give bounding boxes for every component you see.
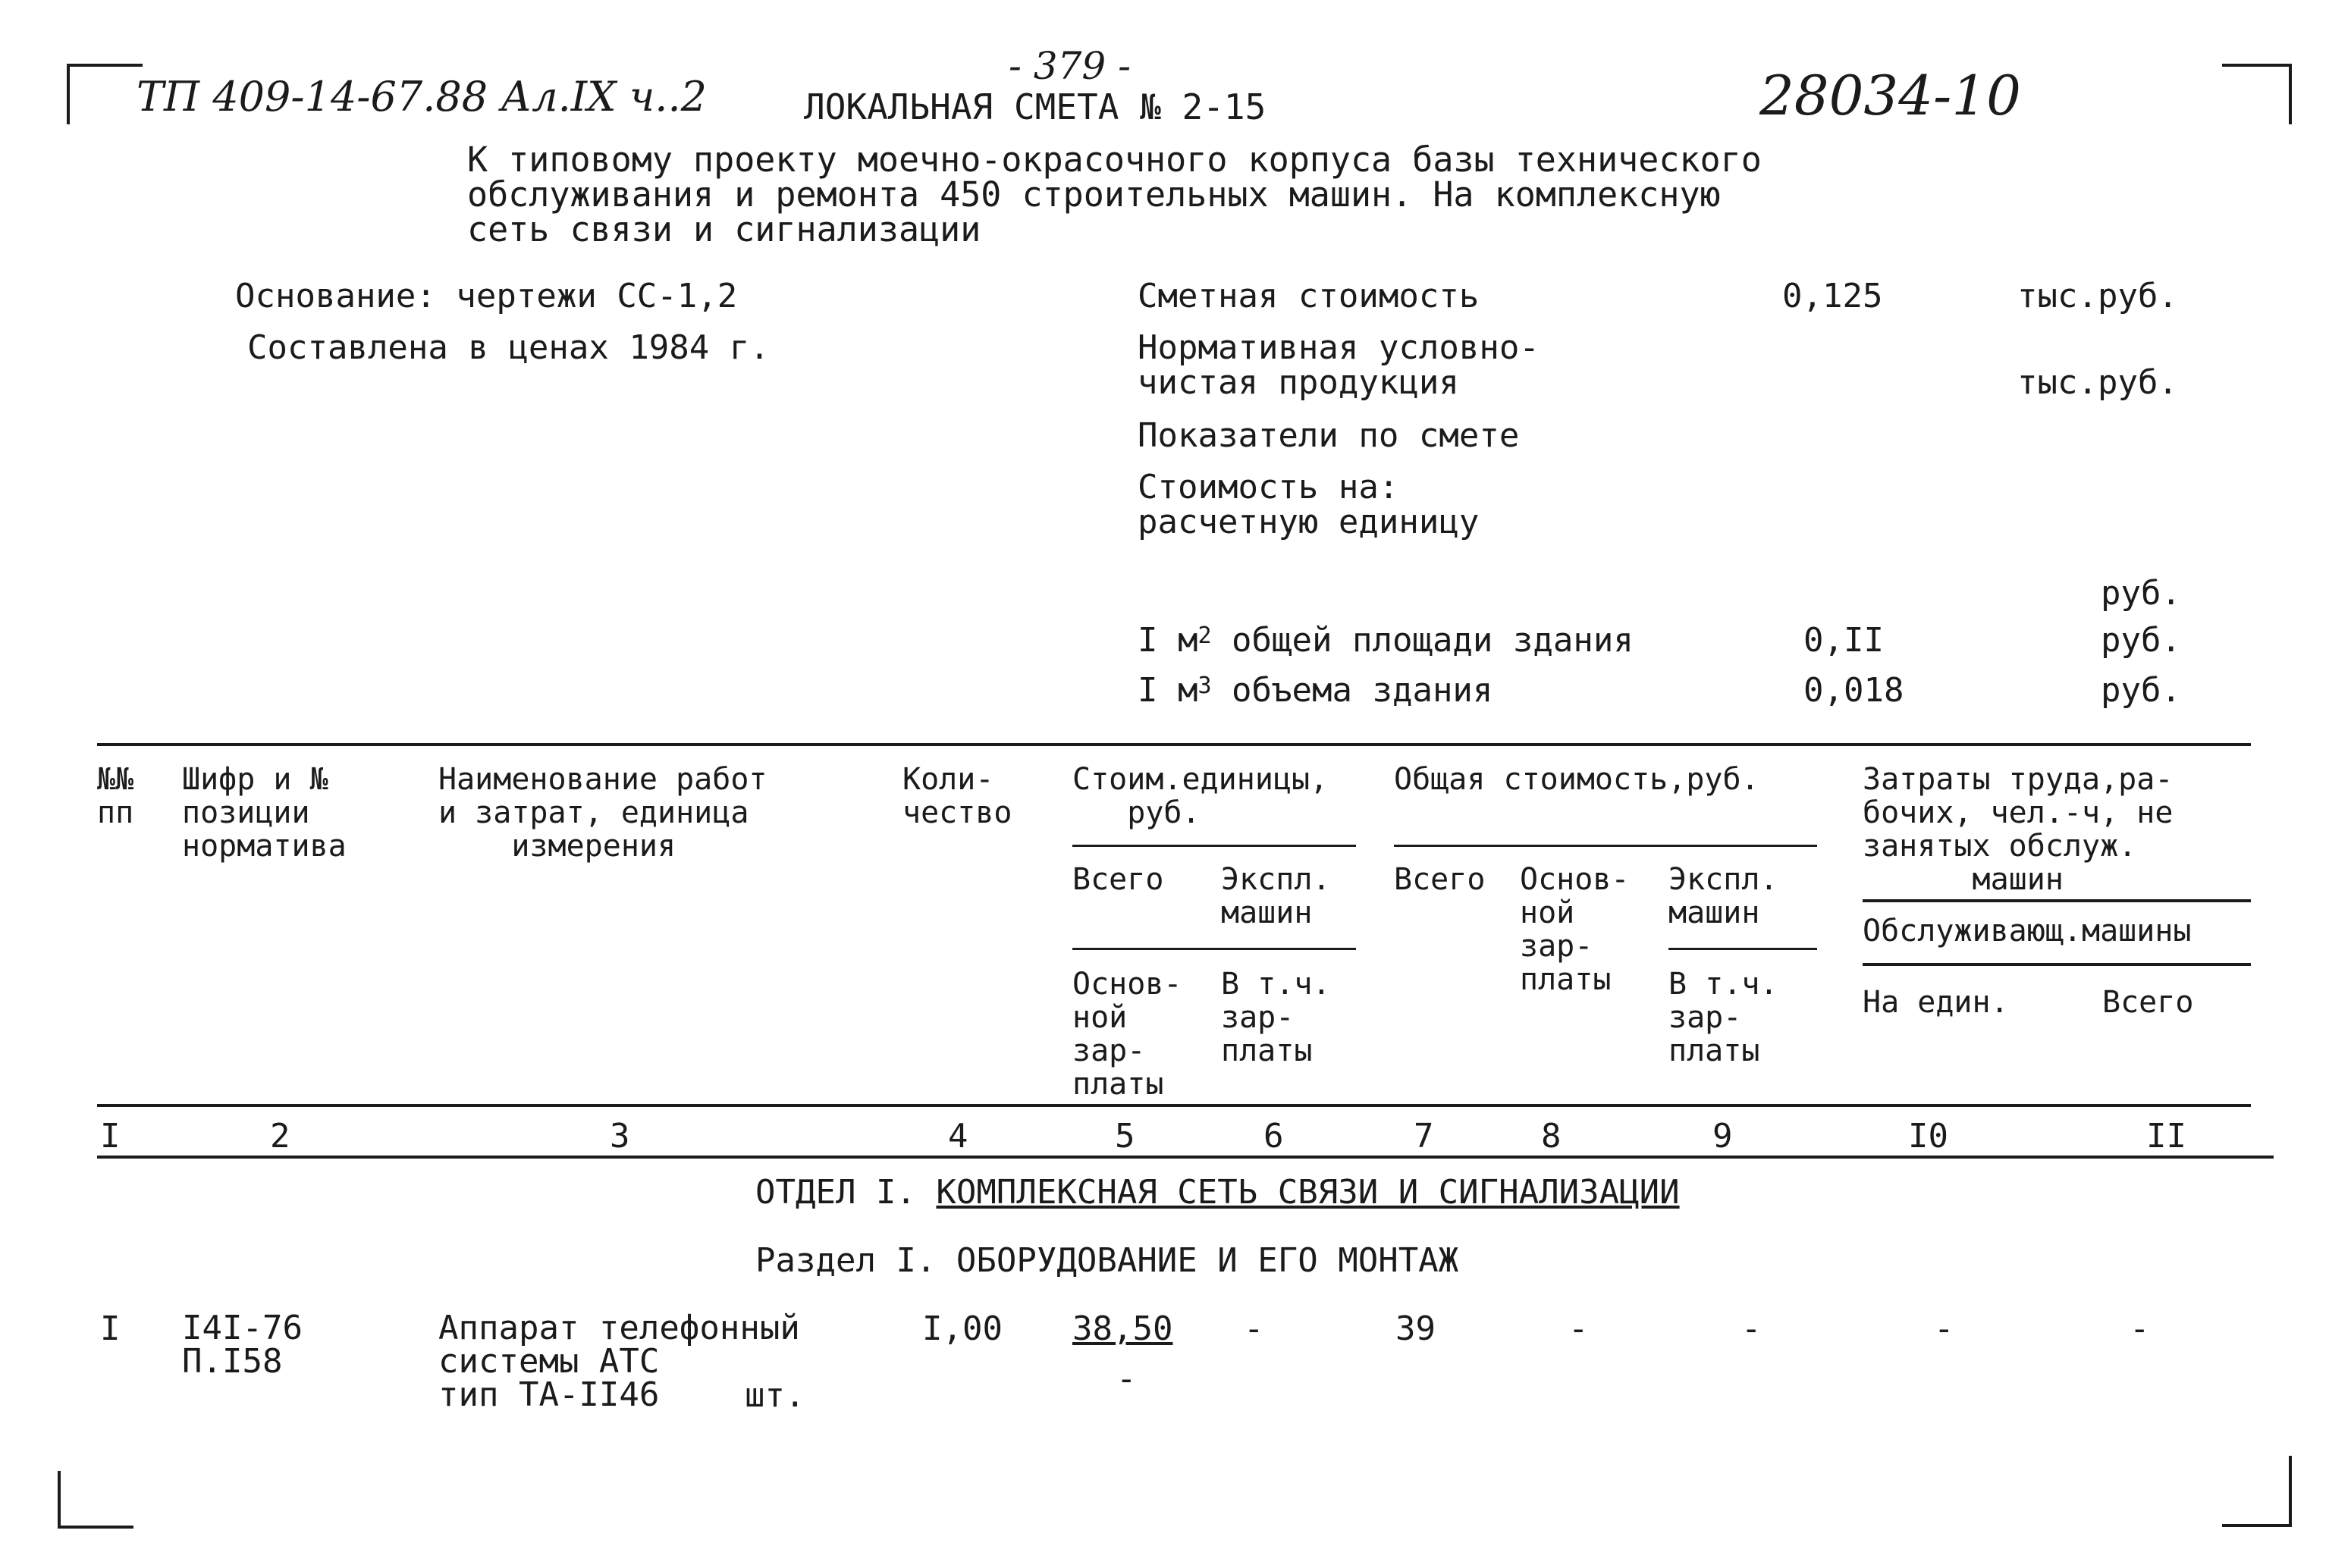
- header-quantity: Коли- чество: [902, 762, 1012, 830]
- volume-indicator-unit: руб.: [2101, 671, 2181, 710]
- section-otdel: [755, 1175, 1680, 1210]
- header-row-number: №№ пп: [97, 762, 134, 830]
- area-text: общей площади здания: [1211, 621, 1634, 660]
- corner-mark-top-right-v: [2289, 64, 2292, 124]
- col-number-7: 7: [1414, 1117, 1434, 1156]
- corner-mark-top-left-h: [67, 64, 143, 67]
- corner-mark-top-left-v: [67, 64, 70, 124]
- col-number-10: I0: [1908, 1117, 1948, 1156]
- col-number-3: 3: [610, 1117, 630, 1156]
- table-top-rule: [97, 743, 2251, 746]
- header-total-machines: Экспл. машин: [1668, 862, 1778, 930]
- header-per-unit: На един.: [1863, 985, 2009, 1020]
- header-total-incl-salary: В т.ч. зар- платы: [1668, 967, 1778, 1068]
- header-total-all: Всего: [1394, 862, 1486, 897]
- header-servicing-machines: Обслуживающ.машины: [1863, 914, 2192, 949]
- header-total-base-salary: Основ- ной зар- платы: [1520, 862, 1630, 997]
- otdel-title: КОМПЛЕКСНАЯ СЕТЬ СВЯЗИ И СИГНАЛИЗАЦИИ: [936, 1173, 1680, 1212]
- header-bottom-rule: [97, 1104, 2251, 1107]
- header-total-cost: Общая стоимость,руб.: [1394, 762, 1759, 797]
- volume-exponent: 3: [1197, 673, 1212, 699]
- volume-text: объема здания: [1211, 671, 1493, 710]
- row-unit: шт.: [745, 1376, 805, 1415]
- header-unit-machines: Экспл. машин: [1221, 862, 1331, 930]
- estimated-cost-unit: тыс.руб.: [2017, 277, 2178, 315]
- unit-cost-subrule: [1072, 845, 1356, 847]
- corner-mark-top-right-h: [2222, 64, 2292, 67]
- header-work-name: Наименование работ и затрат, единица измерения: [438, 762, 767, 864]
- page-number: - 379 -: [1009, 44, 1132, 88]
- row-total-machines: -: [1741, 1309, 1762, 1348]
- header-labor-costs: Затраты труда,ра- бочих, чел.-ч, не занятых обслуж. машин: [1863, 762, 2174, 897]
- volume-prefix: I м: [1138, 671, 1198, 710]
- col-number-2: 2: [270, 1117, 290, 1156]
- labor-subrule-1: [1863, 899, 2251, 902]
- column-numbers-rule: [97, 1156, 2274, 1159]
- area-prefix: I м: [1138, 621, 1198, 660]
- col-number-4: 4: [948, 1117, 968, 1156]
- otdel-prefix: ОТДЕЛ I.: [755, 1173, 937, 1212]
- total-cost-subrule: [1394, 845, 1817, 847]
- prices-text: Составлена в ценах 1984 г.: [247, 328, 770, 367]
- col-number-8: 8: [1541, 1117, 1562, 1156]
- corner-mark-bottom-left-v: [58, 1471, 61, 1529]
- document-title: ЛОКАЛЬНАЯ СМЕТА № 2-15: [804, 86, 1267, 127]
- row-unit-salary: -: [1116, 1359, 1137, 1398]
- normative-output-unit: тыс.руб.: [2017, 363, 2178, 402]
- handwritten-project-code: ТП 409-14-67.88 Ал.IX ч..2: [137, 73, 707, 121]
- header-labor-total: Всего: [2102, 985, 2194, 1020]
- row-labor-total: -: [2130, 1309, 2150, 1348]
- header-unit-cost: Стоим.единицы, руб.: [1072, 762, 1329, 830]
- row-number: I: [100, 1309, 121, 1348]
- document-subtitle: К типовому проекту моечно-окрасочного корпуса базы технического обслуживания и ремонта 450 строительных машин. На комплексную сеть связи и сигнализации: [467, 140, 1762, 249]
- area-exponent: 2: [1197, 622, 1212, 649]
- row-quantity: I,00: [922, 1309, 1003, 1348]
- estimated-cost-label: Сметная стоимость: [1138, 277, 1480, 315]
- rub-unit: руб.: [2101, 574, 2181, 613]
- document-number: 28034-10: [1759, 64, 2021, 127]
- total-machines-subrule: [1668, 948, 1817, 950]
- row-total-base-salary: -: [1568, 1309, 1589, 1348]
- row-work-name: Аппарат телефонный системы АТС тип ТА-II46: [438, 1309, 800, 1414]
- col-number-5: 5: [1115, 1117, 1135, 1156]
- header-unit-base-salary: Основ- ной зар- платы: [1072, 967, 1182, 1102]
- corner-mark-bottom-right-h: [2222, 1524, 2292, 1527]
- indicators-label: Показатели по смете: [1138, 416, 1520, 455]
- section-razdel: Раздел I. ОБОРУДОВАНИЕ И ЕГО МОНТАЖ: [755, 1241, 1459, 1280]
- area-indicator-label: [1138, 623, 1634, 658]
- area-indicator-unit: руб.: [2101, 621, 2181, 660]
- estimated-cost-value: 0,125: [1782, 277, 1883, 315]
- header-unit-total: Всего: [1072, 862, 1164, 897]
- volume-indicator-value: 0,018: [1803, 671, 1904, 710]
- volume-indicator-label: [1138, 673, 1493, 708]
- basis-text: Основание: чертежи СС-1,2: [235, 277, 738, 315]
- header-unit-incl-salary: В т.ч. зар- платы: [1221, 967, 1331, 1068]
- col-number-6: 6: [1263, 1117, 1284, 1156]
- col-number-9: 9: [1712, 1117, 1733, 1156]
- row-norm-code: I4I-76 П.I58: [182, 1309, 303, 1381]
- per-unit-label: Стоимость на: расчетную единицу: [1138, 468, 1480, 541]
- col-number-1: I: [100, 1117, 121, 1156]
- col-number-11: II: [2146, 1117, 2186, 1156]
- unit-cost-subrule-2: [1072, 948, 1356, 950]
- corner-mark-bottom-left-h: [58, 1526, 133, 1529]
- corner-mark-bottom-right-v: [2289, 1456, 2292, 1527]
- area-indicator-value: 0,II: [1803, 621, 1884, 660]
- labor-subrule-2: [1863, 963, 2251, 966]
- row-total-cost: 39: [1395, 1309, 1436, 1348]
- row-labor-per-unit: -: [1934, 1309, 1954, 1348]
- row-unit-machines: -: [1244, 1309, 1264, 1348]
- header-norm-code: Шифр и № позиции норматива: [182, 762, 347, 864]
- normative-output-label: Нормативная условно- чистая продукция: [1138, 328, 1540, 402]
- row-unit-cost: 38,50: [1072, 1309, 1173, 1348]
